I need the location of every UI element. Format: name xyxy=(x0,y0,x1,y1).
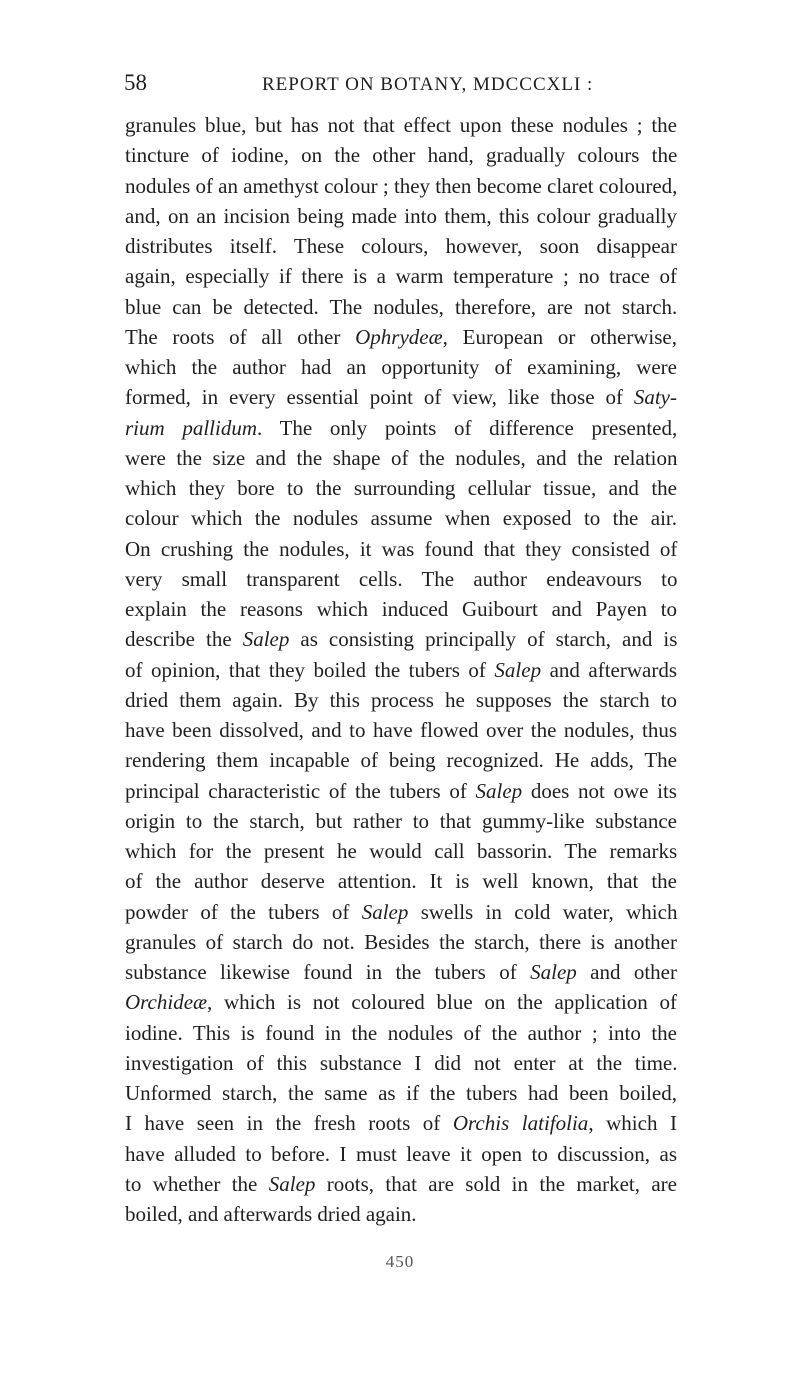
text-run: which the author had an opportunity of examining, were xyxy=(125,355,677,379)
text-line xyxy=(125,1018,677,1048)
text-run: and other xyxy=(576,960,677,984)
text-line xyxy=(125,413,677,443)
page-number: 58 xyxy=(124,70,147,95)
text-line xyxy=(125,171,677,201)
text-line xyxy=(125,776,677,806)
text-run: of opinion, that they boiled the tubers of xyxy=(125,657,495,682)
text-run: as consisting principally of starch, and is xyxy=(289,627,678,652)
italic-term: Orchideæ xyxy=(125,990,208,1015)
text-line xyxy=(125,624,677,654)
text-run: to whether the xyxy=(125,1171,269,1196)
text-run: formed, in every essential point of view, like those of xyxy=(125,385,634,410)
text-line xyxy=(125,594,677,624)
text-run: . The only points of difference presented, xyxy=(257,415,678,440)
text-line xyxy=(125,473,677,503)
text-run: distributes itself. These colours, however, soon disappear xyxy=(125,234,677,258)
text-line xyxy=(125,564,677,594)
text-line xyxy=(125,957,677,987)
text-run: colour which the nodules assume when exposed to the air. xyxy=(125,506,677,531)
text-line xyxy=(125,503,677,533)
text-run: explain the reasons which induced Guibourt and Payen to xyxy=(125,597,678,621)
italic-term: Ophrydeæ xyxy=(355,324,443,349)
text-line xyxy=(125,655,677,685)
text-run: , which is not coloured blue on the application of xyxy=(207,990,677,1015)
italic-term: Salep xyxy=(494,657,542,682)
italic-term: Salep xyxy=(475,778,523,803)
text-run: iodine. This is found in the nodules of the author ; into the xyxy=(125,1020,677,1045)
text-run: granules blue, but has not that effect upon these nodules ; the xyxy=(125,113,677,137)
italic-term: Saty- xyxy=(633,385,677,410)
italic-term: Salep xyxy=(268,1171,316,1196)
page-header xyxy=(124,70,680,102)
text-run: very small transparent cells. The author endeavours to xyxy=(125,566,678,591)
text-line xyxy=(125,927,677,957)
text-run: swells in cold water, which xyxy=(408,899,678,924)
text-run: granules of starch do not. Besides the starch, there is another xyxy=(125,929,677,954)
italic-term: Salep xyxy=(242,627,290,652)
text-run: rendering them incapable of being recognized. He adds, The xyxy=(125,748,677,773)
text-line xyxy=(125,1078,677,1108)
text-line xyxy=(125,443,677,473)
body-paragraph xyxy=(125,110,677,1229)
text-line xyxy=(125,987,677,1017)
italic-term: Salep xyxy=(361,899,409,924)
text-run: which for the present he would call bassorin. The remarks xyxy=(125,839,678,863)
text-run: and afterwards xyxy=(541,657,677,682)
text-line xyxy=(125,292,677,322)
text-run: investigation of this substance I did not enter at the time. xyxy=(125,1050,678,1075)
text-line xyxy=(125,110,677,140)
text-line xyxy=(125,382,677,412)
text-run: dried them again. By this process he supposes the starch to xyxy=(125,687,677,712)
text-line xyxy=(125,1199,677,1229)
running-head: REPORT ON BOTANY, MDCCCXLI : xyxy=(262,74,594,95)
text-line xyxy=(125,352,677,382)
text-run: which they bore to the surrounding cellular tissue, and the xyxy=(125,476,677,500)
italic-term: Salep xyxy=(530,960,577,984)
text-line xyxy=(125,897,677,927)
text-line xyxy=(125,201,677,231)
text-run: roots, that are sold in the market, are xyxy=(315,1171,677,1196)
text-line xyxy=(125,140,677,170)
text-run: , European or otherwise, xyxy=(442,324,677,349)
text-run: nodules of an amethyst colour ; they then become claret coloured, xyxy=(125,173,678,198)
text-line xyxy=(125,806,677,836)
text-line xyxy=(125,1048,677,1078)
text-run: does not owe its xyxy=(522,778,677,803)
text-run: have alluded to before. I must leave it open to discussion, as xyxy=(125,1141,677,1166)
text-line xyxy=(125,1169,677,1199)
text-run: of the author deserve attention. It is well known, that the xyxy=(125,869,677,894)
text-line xyxy=(125,534,677,564)
text-line xyxy=(125,231,677,261)
text-run: describe the xyxy=(125,627,243,652)
signature-mark: 450 xyxy=(385,1252,415,1271)
text-run: origin to the starch, but rather to that gummy-like substance xyxy=(125,808,677,833)
text-run: , which I xyxy=(588,1111,677,1136)
text-run: powder of the tubers of xyxy=(125,899,362,924)
text-line xyxy=(125,1108,677,1138)
italic-term: rium pallidum xyxy=(125,415,258,440)
text-run: principal characteristic of the tubers of xyxy=(125,778,476,803)
text-run: boiled, and afterwards dried again. xyxy=(125,1202,417,1226)
text-run: Unformed starch, the same as if the tubers had been boiled, xyxy=(125,1081,678,1105)
text-run: On crushing the nodules, it was found that they consisted of xyxy=(125,536,678,561)
text-run: tincture of iodine, on the other hand, gradually colours the xyxy=(125,143,678,168)
text-run: substance likewise found in the tubers of xyxy=(125,960,531,984)
text-run: The roots of all other xyxy=(125,324,356,349)
text-line xyxy=(125,261,677,291)
text-line xyxy=(125,685,677,715)
italic-term: Orchis latifolia xyxy=(452,1111,589,1136)
text-run: have been dissolved, and to have flowed over the nodules, thus xyxy=(125,718,677,742)
text-line xyxy=(125,866,677,896)
text-line xyxy=(125,715,677,745)
text-run: again, especially if there is a warm temperature ; no trace of xyxy=(125,264,677,289)
text-line xyxy=(125,745,677,775)
text-run: were the size and the shape of the nodules, and the relation xyxy=(125,445,678,470)
text-line xyxy=(125,322,677,352)
text-run: and, on an incision being made into them, this colour gradually xyxy=(125,203,677,228)
text-run: blue can be detected. The nodules, therefore, are not starch. xyxy=(125,294,678,319)
text-line xyxy=(125,836,677,866)
text-run: I have seen in the fresh roots of xyxy=(125,1111,453,1136)
text-line xyxy=(125,1139,677,1169)
